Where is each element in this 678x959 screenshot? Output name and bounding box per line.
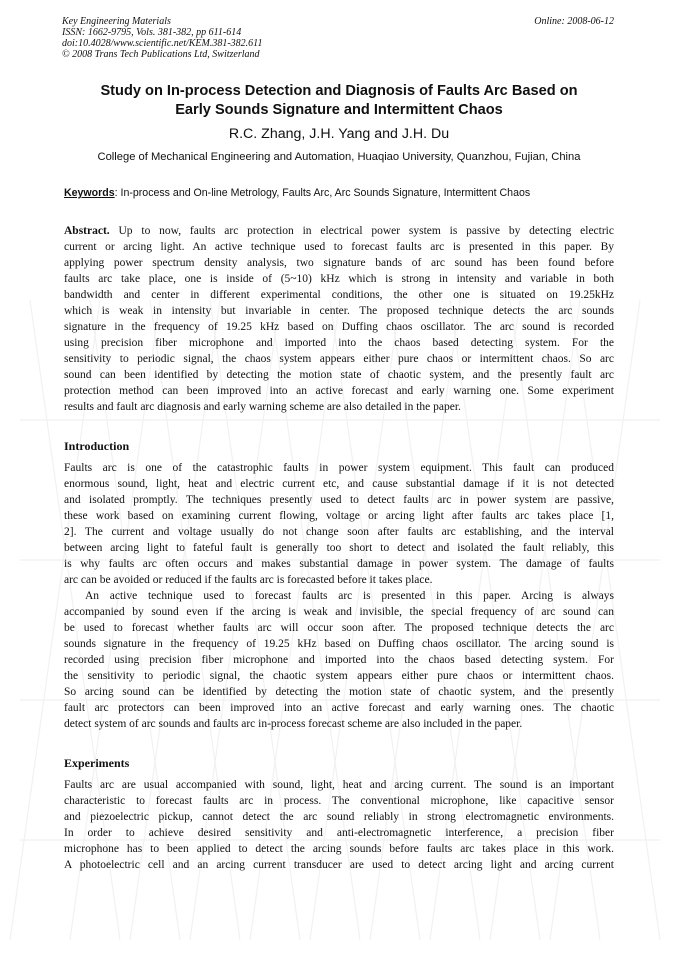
issn-line: ISSN: 1662-9795, Vols. 381-382, pp 611-614: [62, 27, 242, 38]
experiments-line: microphone has to been applied to detect the arcing sounds before faults arc takes place in this work.: [64, 843, 614, 855]
introduction-body: [64, 460, 614, 732]
journal-header: [62, 16, 262, 60]
intro-line: between arcing light to fateful fault is generally too short to detect and isolated the fault reliably, this: [64, 542, 614, 554]
intro-line: is why faults arc often occurs and makes substantial damage in power system. The damage of faults: [64, 558, 614, 570]
intro-line: Faults arc is one of the catastrophic faults in power system equipment. This fault can produced: [64, 462, 614, 474]
intro-line: arc can be avoided or reduced if the faults arc is forecasted before it takes place.: [64, 574, 433, 586]
copyright-line: © 2008 Trans Tech Publications Ltd, Switzerland: [62, 49, 260, 60]
abstract-line: results and fault arc diagnosis and early warning scheme are also detailed in the paper.: [64, 401, 461, 413]
abstract-line: sensitivity to periodic signal, the chaos system appears either pure chaos or intermittent chaos. So arc: [64, 353, 614, 365]
experiments-body: [64, 777, 614, 873]
keywords: [64, 186, 616, 200]
intro-line: and isolated promptly. The techniques presently used to detect faults arc in power system are passive,: [64, 494, 614, 506]
intro-line: the sensitivity to periodic signal, the chaotic system appears either pure chaos or intermittent chaos.: [64, 670, 614, 682]
experiments-line: In order to achieve desired sensitivity and anti-electromagnetic interference, a precision fiber: [64, 827, 614, 839]
abstract-line: faults arc take place, one is inside of (5~10) kHz which is strong in intensity and variable in both: [64, 273, 614, 285]
abstract: [64, 223, 614, 415]
intro-line: So arcing sound can be identified by detecting the motion state of chaotic system, and the presently: [64, 686, 614, 698]
abstract-line: bandwidth and center in different experimental conditions, the other one is situated on 19.25kHz: [64, 289, 614, 301]
intro-line: 2]. The current and voltage usually do not change soon after faults arc establishing, and the interval: [64, 526, 614, 538]
experiments-line: characteristic to forecast faults arc in process. The conventional microphone, like capacitive sensor: [64, 795, 614, 807]
introduction-heading: Introduction: [64, 439, 130, 453]
authors: R.C. Zhang, J.H. Yang and J.H. Du: [228, 126, 450, 142]
intro-line: fault arc protectors can been improved into an active forecast and early warning ones. The chaotic: [64, 702, 614, 714]
affiliation: College of Mechanical Engineering and Automation, Huaqiao University, Quanzhou, Fujian, China: [97, 151, 581, 163]
intro-line: An active technique used to forecast faults arc is presented in this paper. Arcing is always: [85, 590, 614, 602]
intro-line: these work based on examining current flowing, voltage or arcing light after faults arc takes place [1,: [64, 510, 614, 522]
intro-line: accompanied by sound even if the arcing is weak and invisible, the special frequency of arc sound can: [64, 606, 614, 618]
abstract-line: [64, 223, 614, 239]
abstract-line: which is weak in intensity but invariable in center. The proposed technique detects the arc sounds: [64, 305, 614, 317]
title-line: Study on In-process Detection and Diagnosis of Faults Arc Based on: [100, 83, 578, 99]
abstract-label: Abstract.: [64, 225, 110, 237]
intro-line: enormous sound, light, heat and electric current etc, and cause substantial damage if it is not detected: [64, 478, 614, 490]
intro-line: detect system of arc sounds and faults arc in-process forecast scheme are also included in the paper.: [64, 718, 523, 730]
abstract-line: using precision fiber microphone and imported into the chaos based detecting system. For the: [64, 337, 614, 349]
online-date: Online: 2008-06-12: [534, 16, 614, 27]
experiments-heading: Experiments: [64, 756, 130, 770]
keywords-label: Keywords: [64, 187, 115, 199]
abstract-line: protection method can been improved into an active forecast and early warning one. Some experiment: [64, 385, 614, 397]
paper-title: [40, 82, 638, 120]
abstract-first-line: Up to now, faults arc protection in electrical power system is passive by detecting electric: [109, 225, 614, 237]
abstract-line: sound can been identified by detecting the motion state of chaotic system, and the presently fault arc: [64, 369, 614, 381]
title-line: Early Sounds Signature and Intermittent Chaos: [175, 102, 503, 118]
abstract-line: current or arcing light. An active technique used to forecast faults arc is presented in this paper. By: [64, 241, 614, 253]
abstract-line: applying power spectrum density analysis, two signature bands of arc sound has been found before: [64, 257, 614, 269]
intro-line: recorded using precision fiber microphone and imported into the chaos based detecting system. For: [64, 654, 614, 666]
experiments-line: A photoelectric cell and an arcing current transducer are used to detect arcing light and arcing current: [64, 859, 614, 871]
abstract-line: signature in the frequency of 19.25 kHz based on Duffing chaos oscillator. The arc sound is recorded: [64, 321, 614, 333]
experiments-line: and piezoelectric pickup, cannot detect the arc sound reliably in strong electromagnetic environments.: [64, 811, 614, 823]
experiments-line: Faults arc are usual accompanied with sound, light, heat and arcing current. The sound is an important: [64, 779, 614, 791]
journal-name: Key Engineering Materials: [62, 16, 171, 27]
intro-line: be used to forecast whether faults arc will occur soon after. The proposed technique detects the arc: [64, 622, 614, 634]
intro-line: sounds signature in the frequency of 19.25 kHz based on Duffing chaos oscillator. The arcing sound is: [64, 638, 614, 650]
keywords-text: : In-process and On-line Metrology, Faults Arc, Arc Sounds Signature, Intermittent Chaos: [114, 187, 531, 199]
doi-line: doi:10.4028/www.scientific.net/KEM.381-382.611: [62, 38, 263, 49]
